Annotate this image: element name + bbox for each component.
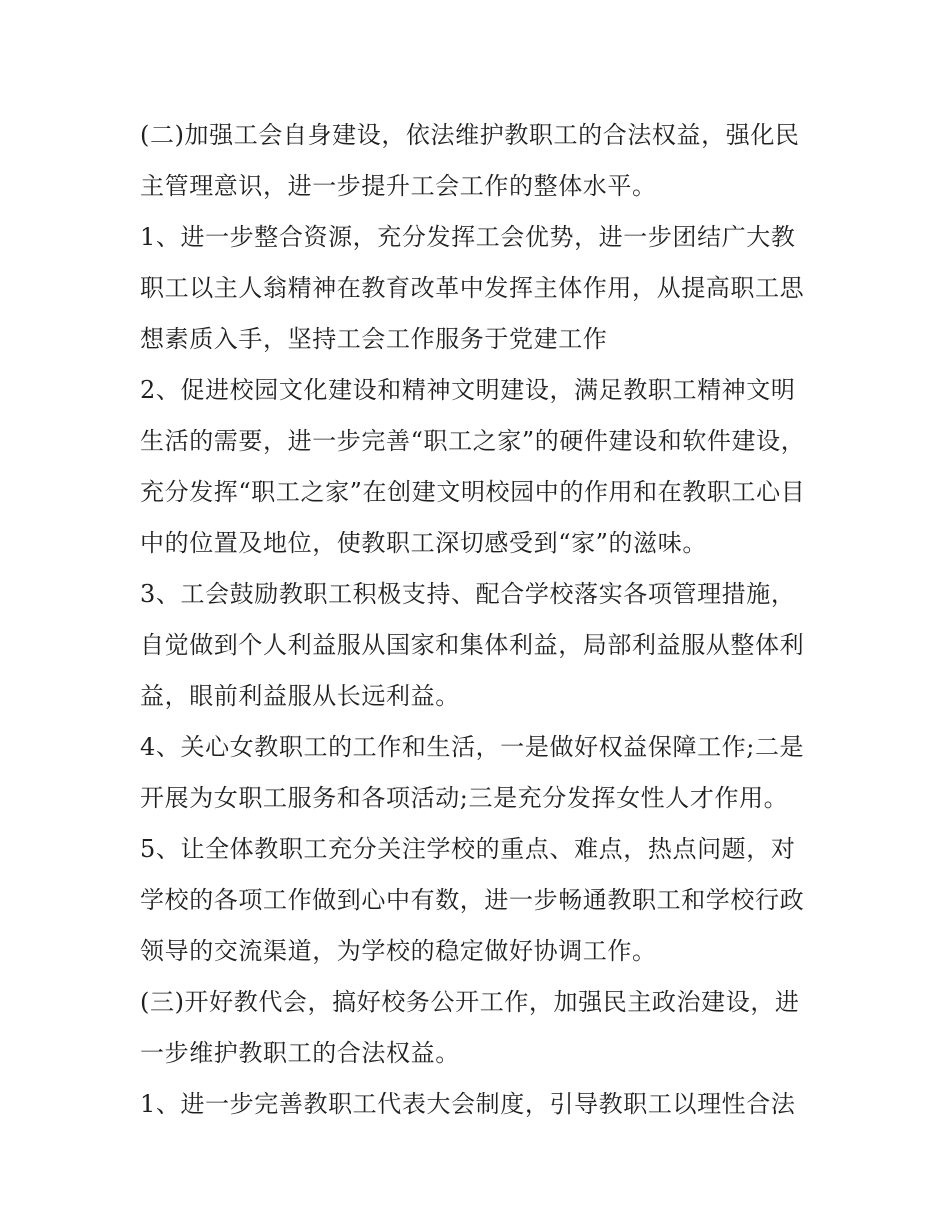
text-line: 主管理意识，进一步提升工会工作的整体水平。: [140, 172, 657, 200]
text-line: 3、工会鼓励教职工积极支持、配合学校落实各项管理措施，: [140, 580, 796, 608]
text-line: (三)开好教代会，搞好校务公开工作，加强民主政治建设，进: [140, 988, 800, 1016]
text-line: 学校的各项工作做到心中有数，进一步畅通教职工和学校行政: [140, 886, 805, 914]
text-line: (二)加强工会自身建设，依法维护教职工的合法权益，强化民: [140, 121, 800, 149]
text-line: 1、进一步整合资源，充分发挥工会优势，进一步团结广大教: [140, 223, 796, 251]
text-line: 充分发挥“职工之家”在创建文明校园中的作用和在教职工心目: [140, 478, 806, 506]
text-line: 5、让全体教职工充分关注学校的重点、难点，热点问题，对: [140, 835, 796, 863]
text-line: 领导的交流渠道，为学校的稳定做好协调工作。: [140, 937, 657, 965]
text-line: 生活的需要，进一步完善“职工之家”的硬件建设和软件建设，: [140, 427, 806, 455]
text-line: 自觉做到个人利益服从国家和集体利益，局部利益服从整体利: [140, 631, 805, 659]
text-line: 益，眼前利益服从长远利益。: [140, 682, 460, 710]
text-line: 4、关心女教职工的工作和生活，一是做好权益保障工作;二是: [140, 733, 805, 761]
text-line: 一步维护教职工的合法权益。: [140, 1039, 460, 1067]
text-line: 职工以主人翁精神在教育改革中发挥主体作用，从提高职工思: [140, 274, 805, 302]
text-line: 1、进一步完善教职工代表大会制度，引导教职工以理性合法: [140, 1090, 796, 1118]
text-line: 中的位置及地位，使教职工深切感受到“家”的滋味。: [140, 529, 707, 557]
text-line: 想素质入手，坚持工会工作服务于党建工作: [140, 325, 608, 353]
document-body: [140, 110, 820, 1130]
text-line: 2、促进校园文化建设和精神文明建设，满足教职工精神文明: [140, 376, 796, 404]
text-line: 开展为女职工服务和各项活动;三是充分发挥女性人才作用。: [140, 784, 789, 812]
